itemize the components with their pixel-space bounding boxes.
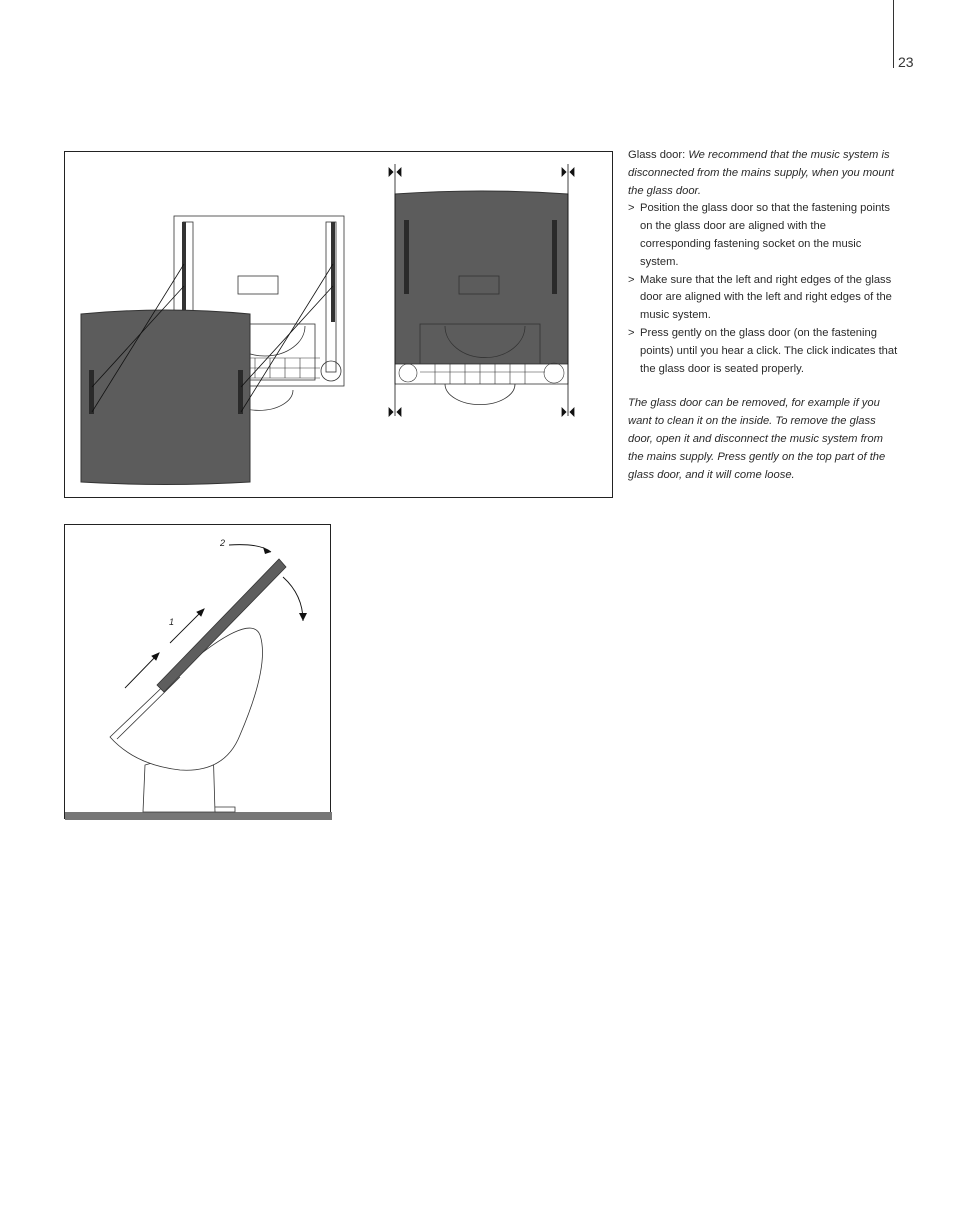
- step-item: [628, 200, 898, 271]
- instructions-column: [628, 147, 898, 484]
- step-item: [628, 325, 898, 378]
- page-number: 23: [898, 54, 914, 70]
- label-1: 1: [169, 617, 175, 627]
- intro-paragraph: [628, 147, 898, 200]
- step-marker: >: [628, 202, 635, 215]
- step-item: [628, 272, 898, 325]
- step-text: Position the glass door so that the fastening points on the glass door are aligned with the corresponding fastening socket on the music system.: [640, 202, 891, 268]
- label-2: 2: [220, 538, 226, 548]
- section-label: Glass door:: [628, 149, 686, 161]
- page-rule: [893, 0, 894, 68]
- steps-list: [628, 200, 898, 378]
- mounting-front-drawing: [65, 152, 614, 499]
- figure-mounting-front: [64, 151, 613, 498]
- step-text: Make sure that the left and right edges of the glass door are aligned with the left and right edges of the music system.: [640, 273, 892, 322]
- music-system-aligned-right: [395, 191, 568, 405]
- intro-text: We recommend that the music system is disconnected from the mains supply, when you mount the glass door.: [628, 149, 894, 197]
- step-marker: >: [628, 326, 635, 339]
- removal-note: The glass door can be removed, for example if you want to clean it on the inside. To remove the glass door, open it and disconnect the music system from the mains supply. Press gently on the top part of the glass door, and it will come loose.: [628, 397, 886, 481]
- step-text: Press gently on the glass door (on the fastening points) until you hear a click. The click indicates that the glass door is seated properly.: [640, 326, 898, 375]
- glass-door-left: [81, 310, 250, 485]
- figure-side-view: [64, 524, 331, 819]
- floor-base: [65, 812, 332, 820]
- side-view-drawing: [65, 525, 332, 820]
- step-marker: >: [628, 273, 635, 286]
